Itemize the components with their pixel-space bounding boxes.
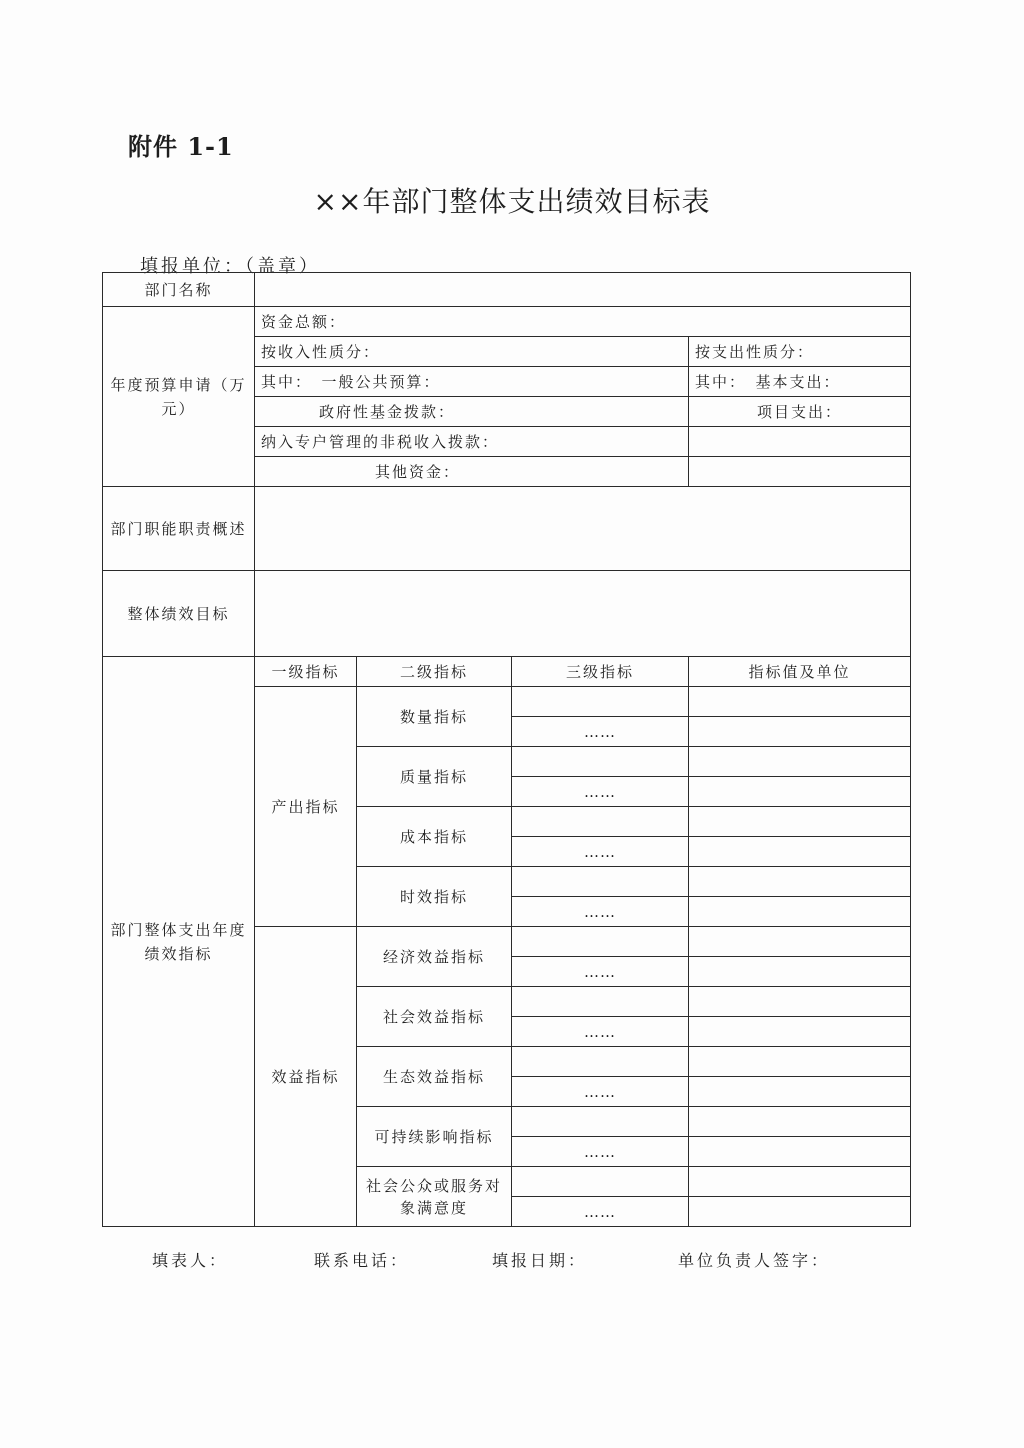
signature-label: 单位负责人签字： (678, 1251, 831, 1270)
by-expense-label: 按支出性质分： (695, 343, 815, 361)
ellipsis: …… (512, 897, 689, 927)
duties-label: 部门职能职责概述 (103, 487, 255, 571)
benefit-item: 经济效益指标 (357, 927, 512, 987)
indicators-label: 部门整体支出年度绩效指标 (103, 657, 255, 1227)
benefit-item: 生态效益指标 (357, 1047, 512, 1107)
level3-cell[interactable] (512, 867, 689, 897)
value-cell[interactable] (689, 1017, 911, 1047)
ellipsis: …… (512, 777, 689, 807)
value-cell[interactable] (689, 867, 911, 897)
phone-label: 联系电话： (314, 1251, 410, 1270)
value-cell[interactable] (689, 1197, 911, 1227)
dept-name-value[interactable] (255, 273, 911, 307)
blank-cell (689, 457, 911, 487)
benefit-item: 社会效益指标 (357, 987, 512, 1047)
output-item: 质量指标 (357, 747, 512, 807)
value-cell[interactable] (689, 1047, 911, 1077)
value-cell[interactable] (689, 897, 911, 927)
value-cell[interactable] (689, 747, 911, 777)
income-nontax-cell[interactable] (255, 427, 689, 457)
col-level3-header: 三级指标 (512, 657, 689, 687)
benefit-indicators-label: 效益指标 (255, 927, 357, 1227)
value-cell[interactable] (689, 957, 911, 987)
by-income-cell (255, 337, 689, 367)
level3-cell[interactable] (512, 1167, 689, 1197)
col-level1-header: 一级指标 (255, 657, 357, 687)
value-cell[interactable] (689, 837, 911, 867)
level3-cell[interactable] (512, 1047, 689, 1077)
attachment-number: 附件 1-1 (128, 132, 234, 161)
income-nontax-label: 纳入专户管理的非税收入拨款： (261, 433, 500, 451)
level3-cell[interactable] (512, 927, 689, 957)
expense-basic-label: 其中： 基本支出： (695, 373, 841, 391)
value-cell[interactable] (689, 927, 911, 957)
total-funds-cell[interactable] (255, 307, 911, 337)
value-cell[interactable] (689, 1107, 911, 1137)
expense-project-label: 项目支出： (757, 403, 843, 421)
ellipsis: …… (512, 1077, 689, 1107)
value-cell[interactable] (689, 687, 911, 717)
preparer-label: 填表人： (152, 1251, 229, 1270)
value-cell[interactable] (689, 987, 911, 1017)
level3-cell[interactable] (512, 1107, 689, 1137)
level3-cell[interactable] (512, 687, 689, 717)
goal-value[interactable] (255, 571, 911, 657)
goal-label: 整体绩效目标 (103, 571, 255, 657)
income-other-label: 其他资金： (375, 463, 461, 481)
output-item: 时效指标 (357, 867, 512, 927)
value-cell[interactable] (689, 1167, 911, 1197)
ellipsis: …… (512, 1017, 689, 1047)
value-cell[interactable] (689, 807, 911, 837)
level3-cell[interactable] (512, 747, 689, 777)
income-gov-fund-label: 政府性基金拨款： (319, 403, 456, 421)
value-cell[interactable] (689, 1077, 911, 1107)
income-general-label: 其中： 一般公共预算： (261, 373, 441, 391)
benefit-item: 社会公众或服务对象满意度 (357, 1167, 512, 1227)
output-item: 数量指标 (357, 687, 512, 747)
total-funds-label: 资金总额： (261, 313, 347, 331)
form-title: ××年部门整体支出绩效目标表 (313, 185, 711, 218)
ellipsis: …… (512, 957, 689, 987)
ellipsis: …… (512, 717, 689, 747)
by-income-label: 按收入性质分： (261, 343, 381, 361)
ellipsis: …… (512, 1197, 689, 1227)
value-cell[interactable] (689, 717, 911, 747)
dept-name-label: 部门名称 (103, 273, 255, 307)
value-cell[interactable] (689, 777, 911, 807)
fill-date-label: 填报日期： (492, 1251, 588, 1270)
income-other-cell[interactable] (255, 457, 689, 487)
benefit-item: 可持续影响指标 (357, 1107, 512, 1167)
income-gov-fund-cell[interactable] (255, 397, 689, 427)
col-level2-header: 二级指标 (357, 657, 512, 687)
expense-project-cell[interactable] (689, 397, 911, 427)
output-item: 成本指标 (357, 807, 512, 867)
ellipsis: …… (512, 837, 689, 867)
level3-cell[interactable] (512, 807, 689, 837)
income-general-cell[interactable] (255, 367, 689, 397)
level3-cell[interactable] (512, 987, 689, 1017)
ellipsis: …… (512, 1137, 689, 1167)
value-cell[interactable] (689, 1137, 911, 1167)
expense-basic-cell[interactable] (689, 367, 911, 397)
output-indicators-label: 产出指标 (255, 687, 357, 927)
by-expense-cell (689, 337, 911, 367)
budget-label: 年度预算申请（万元） (103, 307, 255, 487)
filling-unit-label: 填报单位：（盖章） (140, 256, 320, 277)
col-value-header: 指标值及单位 (689, 657, 911, 687)
duties-value[interactable] (255, 487, 911, 571)
blank-cell (689, 427, 911, 457)
performance-target-table (102, 272, 911, 1227)
